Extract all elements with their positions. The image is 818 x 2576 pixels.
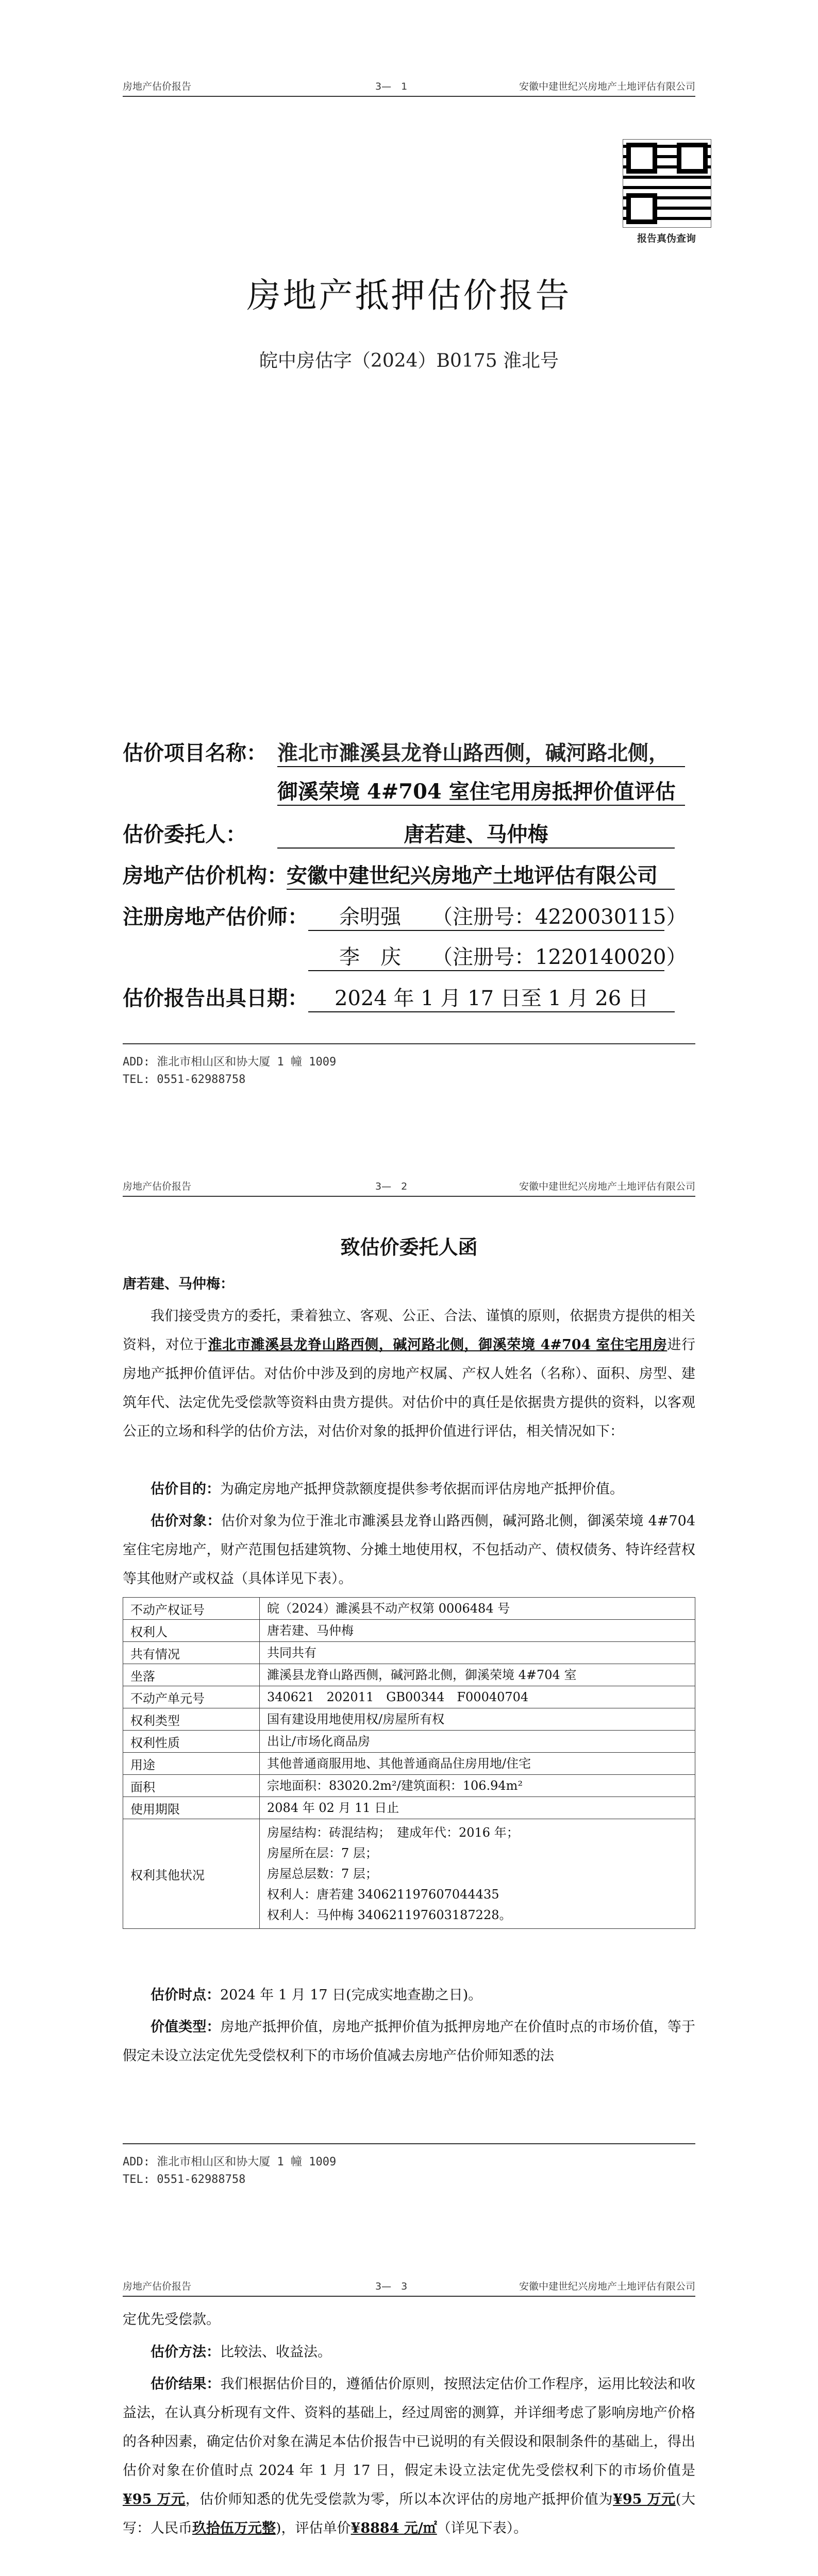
project-name-line2: 御溪荣境 4#704 室住宅用房抵押价值评估 [277, 775, 685, 806]
header-page-number: 3— 1 [375, 81, 408, 92]
purpose-paragraph [123, 1475, 695, 1504]
result-text-c: (大写：人民币 [123, 2492, 695, 2536]
time-paragraph [123, 1981, 695, 2010]
agency-row [123, 859, 695, 890]
other-status-line: 房屋所在层：7 层； [267, 1846, 378, 1860]
header-page-number: 3— 3 [375, 2281, 408, 2292]
other-status-line: 权利人：唐若建 340621197607044435 [267, 1887, 499, 1902]
qr-caption: 报告真伪查询 [637, 233, 696, 244]
date-label: 估价报告出具日期： [123, 986, 308, 1010]
page-header [123, 1176, 695, 1197]
time-label: 估价时点： [151, 1987, 220, 2003]
page-letter [0, 1100, 818, 2200]
property-row [123, 1753, 695, 1775]
property-value: 国有建设用地使用权/房屋所有权 [260, 1708, 695, 1731]
header-report-name: 房地产估价报告 [123, 2281, 192, 2292]
property-key: 不动产权证号 [123, 1598, 260, 1620]
page-header [123, 76, 695, 97]
qr-code-icon[interactable] [623, 139, 711, 228]
project-name-line1: 淮北市濉溪县龙脊山路西侧，碱河路北侧， [277, 737, 685, 767]
footer-address: ADD: 淮北市相山区和协大厦 1 幢 1009 [123, 2156, 337, 2168]
result-text-e: （详见下表）。 [437, 2520, 528, 2536]
property-table [123, 1597, 695, 1929]
method-paragraph [123, 2338, 695, 2367]
property-value: 宗地面积：83020.2m²/建筑面积：106.94m² [260, 1775, 695, 1797]
property-row [123, 1731, 695, 1753]
property-key: 面积 [123, 1775, 260, 1797]
other-status-line: 权利人：马仲梅 340621197603187228。 [267, 1908, 512, 1922]
property-key: 不动产单元号 [123, 1686, 260, 1708]
header-company: 安徽中建世纪兴房地产土地评估有限公司 [519, 1181, 695, 1192]
property-row [123, 1708, 695, 1731]
header-report-name: 房地产估价报告 [123, 81, 192, 92]
report-title: 房地产抵押估价报告 [246, 276, 572, 315]
purpose-text: 为确定房地产抵押贷款额度提供参考依据而评估房地产抵押价值。 [220, 1481, 624, 1497]
property-other-status [260, 1819, 695, 1929]
footer-tel: TEL: 0551-62988758 [123, 1073, 246, 1086]
result-text-d: )，评估单价 [276, 2520, 351, 2536]
appraiser-2: 李 庆 （注册号：1220140020） [308, 941, 664, 971]
property-row-other-status [123, 1819, 695, 1929]
result-mortgage-value: ¥95 万元 [613, 2492, 676, 2507]
property-value: 皖（2024）濉溪县不动产权第 0006484 号 [260, 1598, 695, 1620]
project-name-row [123, 737, 695, 768]
property-key: 权利类型 [123, 1708, 260, 1731]
result-paragraph [123, 2370, 695, 2543]
header-company: 安徽中建世纪兴房地产土地评估有限公司 [519, 81, 695, 92]
type-paragraph [123, 2013, 695, 2071]
result-text-a: 我们根据估价目的，遵循估价原则，按照法定估价工作程序，运用比较法和收益法，在认真分析现有文件、资料的基础上，经过周密的测算，并详细考虑了影响房地产价格的各种因素，确定估价对象在满足本估价报告中已说明的有关假设和限制条件的基础上，得出估价对象在价值时点 2024 年 1 月 17 日，假定未设立法定优先受偿权利下的市场价值是 [123, 2376, 696, 2479]
page-footer [123, 1043, 695, 1089]
property-row [123, 1620, 695, 1642]
header-report-name: 房地产估价报告 [123, 1181, 192, 1192]
page-cover [0, 0, 818, 1100]
result-market-value: ¥95 万元 [123, 2492, 186, 2507]
appraiser-row-2 [123, 941, 695, 972]
method-text: 比较法、收益法。 [220, 2344, 331, 2360]
object-text: 估价对象为位于淮北市濉溪县龙脊山路西侧，碱河路北侧，御溪荣境 4#704 室住宅房地产，财产范围包括建筑物、分摊土地使用权，不包括动产、债权债务、特许经营权等其他财产或权益（具体详见下表）。 [123, 1513, 696, 1587]
property-key: 共有情况 [123, 1642, 260, 1664]
object-paragraph [123, 1507, 695, 1594]
letter-intro [123, 1302, 695, 1446]
property-value: 340621 202011 GB00344 F00040704 [260, 1686, 695, 1708]
date-row [123, 982, 695, 1013]
type-continued: 定优先受偿款。 [123, 2312, 220, 2328]
appraiser-label: 注册房地产估价师： [123, 905, 308, 929]
appraiser-1: 余明强 （注册号：4220030115） [308, 901, 664, 931]
purpose-label: 估价目的： [151, 1481, 220, 1497]
property-key: 权利性质 [123, 1731, 260, 1753]
property-value: 濉溪县龙脊山路西侧，碱河路北侧，御溪荣境 4#704 室 [260, 1664, 695, 1686]
result-value-caps: 玖拾伍万元整 [192, 2520, 276, 2536]
date-value: 2024 年 1 月 17 日至 1 月 26 日 [308, 982, 675, 1012]
other-status-line: 房屋结构：砖混结构； 建成年代：2016 年； [267, 1825, 519, 1840]
page-header [123, 2276, 695, 2297]
intro-text-b: 进行房地产抵押价值评估。对估价中涉及到的房地产权属、产权人姓名（名称）、面积、房型、建筑年代、法定优先受偿款等资料由贵方提供。对估价中的真任是依据贵方提供的资料，以客观公正的立场和科学的估价方法，对估价对象的抵押价值进行评估，相关情况如下： [123, 1337, 695, 1439]
property-row [123, 1642, 695, 1664]
footer-address: ADD: 淮北市相山区和协大厦 1 幢 1009 [123, 1056, 337, 1069]
agency-label: 房地产估价机构： [123, 863, 288, 888]
project-name-row-2 [123, 775, 695, 806]
page-footer [123, 2143, 695, 2189]
property-row [123, 1664, 695, 1686]
result-unit-price: ¥8884 元/㎡ [350, 2520, 437, 2536]
property-value: 出让/市场化商品房 [260, 1731, 695, 1753]
object-label: 估价对象： [151, 1513, 221, 1529]
property-key: 用途 [123, 1753, 260, 1775]
property-key: 坐落 [123, 1664, 260, 1686]
page-results [0, 2200, 818, 2576]
property-key: 权利其他状况 [123, 1819, 260, 1929]
project-name-label: 估价项目名称： [123, 741, 267, 765]
property-value: 共同共有 [260, 1642, 695, 1664]
intro-text-a: 我们接受贵方的委托，秉着独立、客观、公正、合法、谨慎的原则，依据贵方提供的相关资料，对位于 [123, 1308, 695, 1353]
intro-location: 淮北市濉溪县龙脊山路西侧，碱河路北侧，御溪荣境 4#704 室住宅用房 [208, 1337, 667, 1353]
property-key: 权利人 [123, 1620, 260, 1642]
footer-tel: TEL: 0551-62988758 [123, 2173, 246, 2186]
property-row [123, 1797, 695, 1819]
property-value: 2084 年 02 月 11 日止 [260, 1797, 695, 1819]
type-text-a: 房地产抵押价值，房地产抵押价值为抵押房地产在价值时点的市场价值，等于假定未设立法定优先受偿权利下的市场价值减去房地产估价师知悉的法 [123, 2019, 696, 2064]
client-row [123, 818, 695, 849]
property-value: 唐若建、马仲梅 [260, 1620, 695, 1642]
report-number: 皖中房估字（2024）B0175 淮北号 [259, 350, 559, 371]
header-company: 安徽中建世纪兴房地产土地评估有限公司 [519, 2281, 695, 2292]
letter-addressee: 唐若建、马仲梅： [123, 1276, 234, 1292]
type-label: 价值类型： [151, 2019, 221, 2035]
method-label: 估价方法： [151, 2344, 220, 2360]
header-page-number: 3— 2 [375, 1181, 408, 1192]
time-text: 2024 年 1 月 17 日(完成实地查勘之日)。 [220, 1987, 482, 2003]
result-label: 估价结果： [151, 2376, 221, 2392]
result-text-b: ，估价师知悉的优先受偿款为零，所以本次评估的房地产抵押价值为 [185, 2492, 613, 2507]
client-label: 估价委托人： [123, 822, 246, 846]
letter-title: 致估价委托人函 [340, 1235, 478, 1259]
property-key: 使用期限 [123, 1797, 260, 1819]
property-value: 其他普通商服用地、其他普通商品住房用地/住宅 [260, 1753, 695, 1775]
property-row [123, 1598, 695, 1620]
property-row [123, 1775, 695, 1797]
other-status-line: 房屋总层数：7 层； [267, 1867, 378, 1881]
agency-value: 安徽中建世纪兴房地产土地评估有限公司 [287, 859, 675, 890]
client-value: 唐若建、马仲梅 [277, 818, 675, 849]
appraiser-row [123, 901, 695, 931]
property-row [123, 1686, 695, 1708]
